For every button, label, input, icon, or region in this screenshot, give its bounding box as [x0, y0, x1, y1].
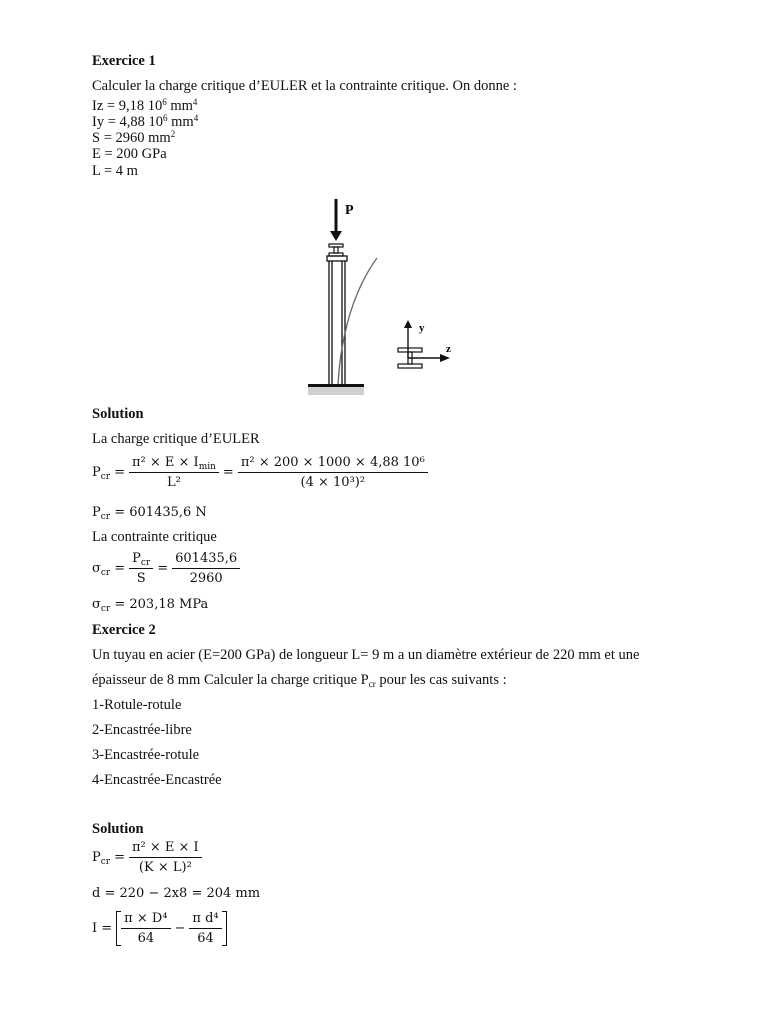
load-label: P — [345, 203, 354, 218]
fraction-outer: $\frac{\text{π × D⁴}}{64}$ — [121, 911, 170, 946]
equals: = — [222, 465, 234, 480]
exercise-1-intro: Calculer la charge critique d’EULER et la contrainte critique. On donne : — [92, 78, 517, 94]
fraction-pcr-k: $\frac{\text{π² × E × I}}{\text{(K × L)²}}$ — [129, 840, 202, 875]
fraction-inner: $\frac{\text{π d⁴}}{64}$ — [189, 911, 221, 946]
exercise-2-line1: Un tuyau en acier (E=200 GPa) de longueur L= 9 m a un diamètre extérieur de 220 mm et une — [92, 647, 640, 663]
column-top-cap — [329, 244, 343, 256]
pcr-result: $P_{cr} = 601435,6$ N — [92, 505, 207, 522]
axis-z — [408, 354, 450, 362]
exercise-1-title: Exercice 1 — [92, 53, 156, 69]
deflected-shape — [338, 258, 377, 385]
ground-line — [308, 384, 364, 387]
case-3: 3-Encastrée-rotule — [92, 747, 200, 763]
equals: = — [114, 561, 126, 576]
axis-y-label: y — [419, 322, 425, 334]
axis-z-label: z — [446, 343, 451, 355]
ground-hatch — [308, 387, 364, 395]
pcr-symbol: $P_{cr}$ — [92, 465, 111, 482]
sigma-symbol: $\sigma_{cr}$ — [92, 561, 111, 578]
given-e: E = 200 GPa — [92, 146, 167, 162]
solution-2-title: Solution — [92, 821, 144, 837]
given-iy: Iy = 4,88 $10^6$ $mm^4$ — [92, 113, 199, 130]
solution-1-line1: La charge critique d’EULER — [92, 431, 260, 447]
case-1: 1-Rotule-rotule — [92, 697, 182, 713]
given-l: L = 4 m — [92, 163, 138, 179]
stress-formula — [92, 551, 240, 586]
inertia-bracket — [116, 911, 226, 946]
column-figure — [300, 195, 470, 400]
pcr-symbol: $P_{cr}$ — [92, 850, 111, 867]
pcr-general-formula — [92, 840, 202, 875]
fraction-stress-numeric: $\frac{601435,6}{2960}$ — [172, 551, 240, 586]
exercise-2-title: Exercice 2 — [92, 622, 156, 638]
fraction-numeric: $\frac{\text{π² × 200 × 1000 × 4,88 10⁶}}{\text{(4 × 10³)²}}$ — [238, 455, 428, 490]
solution-1-title: Solution — [92, 406, 144, 422]
euler-formula — [92, 455, 428, 490]
solution-1-line2: La contrainte critique — [92, 529, 217, 545]
equals: = — [114, 465, 125, 480]
inertia-formula — [92, 911, 227, 946]
case-2: 2-Encastrée-libre — [92, 722, 192, 738]
given-s: S = 2960 $mm^2$ — [92, 129, 176, 146]
load-arrow — [330, 199, 342, 241]
minus-sign: − — [174, 921, 186, 936]
equals: = — [114, 850, 125, 865]
fraction-general: $\frac{\pi^2 \times E \times I_{min}}{\text{L²}}$ — [129, 455, 219, 490]
inner-diameter-line: d = 220 − 2x8 = 204 mm — [92, 886, 261, 901]
given-iz: Iz = 9,18 $10^6$ $mm^4$ — [92, 97, 198, 114]
fraction-stress-general: $\frac{P_{cr}}{S}$ — [129, 551, 153, 586]
exercise-2-line2: épaisseur de 8 mm Calculer la charge critique $P_{cr}$ pour les cas suivants : — [92, 672, 507, 689]
sigma-result: $\sigma_{cr} = 203,18$ MPa — [92, 597, 209, 614]
column — [327, 256, 347, 385]
inertia-label: I = — [92, 921, 113, 936]
equals: = — [157, 561, 169, 576]
case-4: 4-Encastrée-Encastrée — [92, 772, 222, 788]
